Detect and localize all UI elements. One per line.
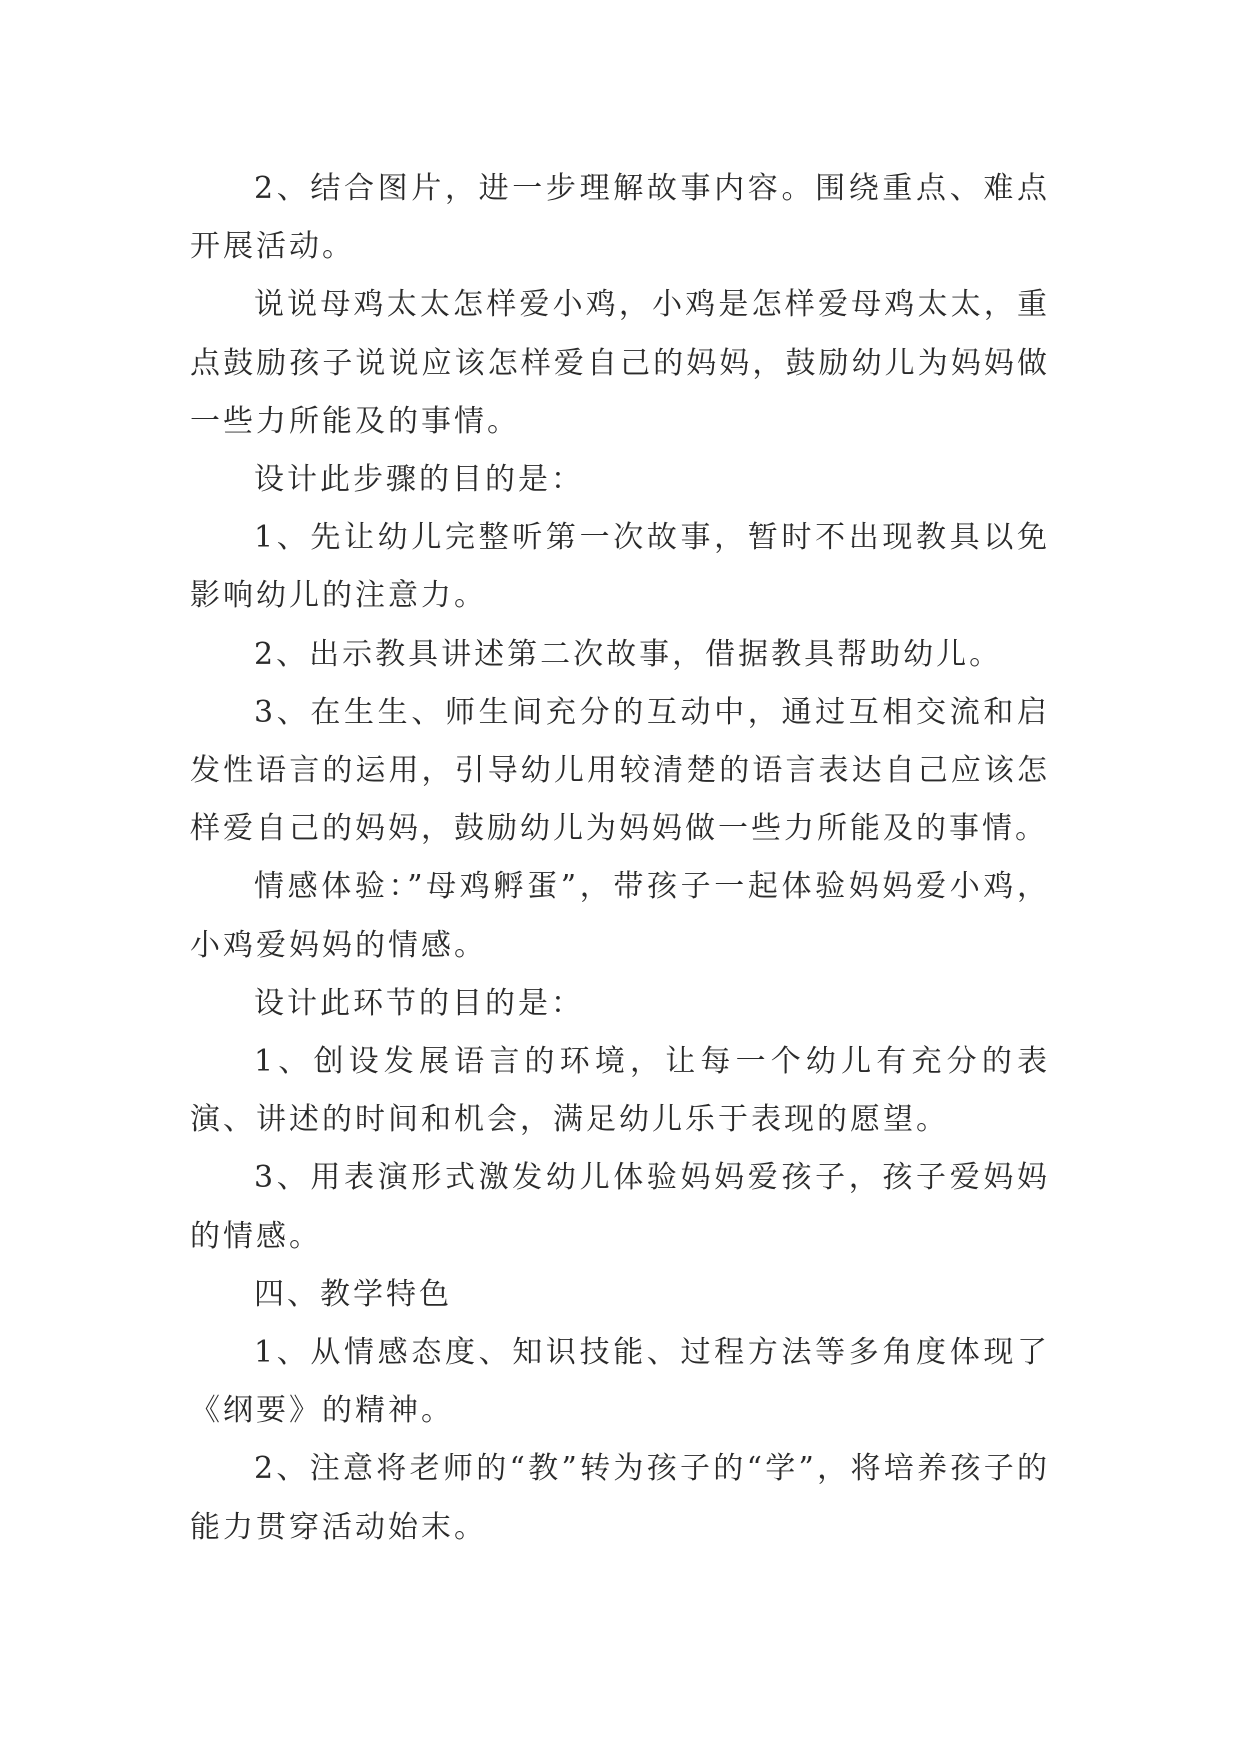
document-body xyxy=(190,160,1050,1557)
paragraph: 设计此环节的目的是： xyxy=(254,985,584,1021)
paragraph: 1、先让幼儿完整听第一次故事，暂时不出现教具以免影响幼儿的注意力。 xyxy=(190,520,1050,614)
paragraph: 设计此步骤的目的是： xyxy=(254,462,584,498)
paragraph: 3、在生生、师生间充分的互动中，通过互相交流和启发性语言的运用，引导幼儿用较清楚的语言表达自己应该怎样爱自己的妈妈，鼓励幼儿为妈妈做一些力所能及的事情。 xyxy=(190,694,1050,847)
paragraph: 2、注意将老师的“教”转为孩子的“学”，将培养孩子的能力贯穿活动始末。 xyxy=(190,1451,1050,1545)
paragraph: 说说母鸡太太怎样爱小鸡，小鸡是怎样爱母鸡太太，重点鼓励孩子说说应该怎样爱自己的妈妈，鼓励幼儿为妈妈做一些力所能及的事情。 xyxy=(190,287,1050,439)
paragraph: 3、用表演形式激发幼儿体验妈妈爱孩子，孩子爱妈妈的情感。 xyxy=(190,1160,1050,1254)
paragraph: 情感体验：”母鸡孵蛋”，带孩子一起体验妈妈爱小鸡，小鸡爱妈妈的情感。 xyxy=(190,869,1050,963)
paragraph: 2、出示教具讲述第二次故事，借据教具帮助幼儿。 xyxy=(254,636,1003,672)
section-heading: 四、教学特色 xyxy=(254,1276,452,1312)
paragraph: 1、从情感态度、知识技能、过程方法等多角度体现了《纲要》的精神。 xyxy=(190,1335,1050,1429)
paragraph: 1、创设发展语言的环境，让每一个幼儿有充分的表演、讲述的时间和机会，满足幼儿乐于表现的愿望。 xyxy=(190,1044,1050,1138)
paragraph: 2、结合图片，进一步理解故事内容。围绕重点、难点开展活动。 xyxy=(190,171,1050,265)
